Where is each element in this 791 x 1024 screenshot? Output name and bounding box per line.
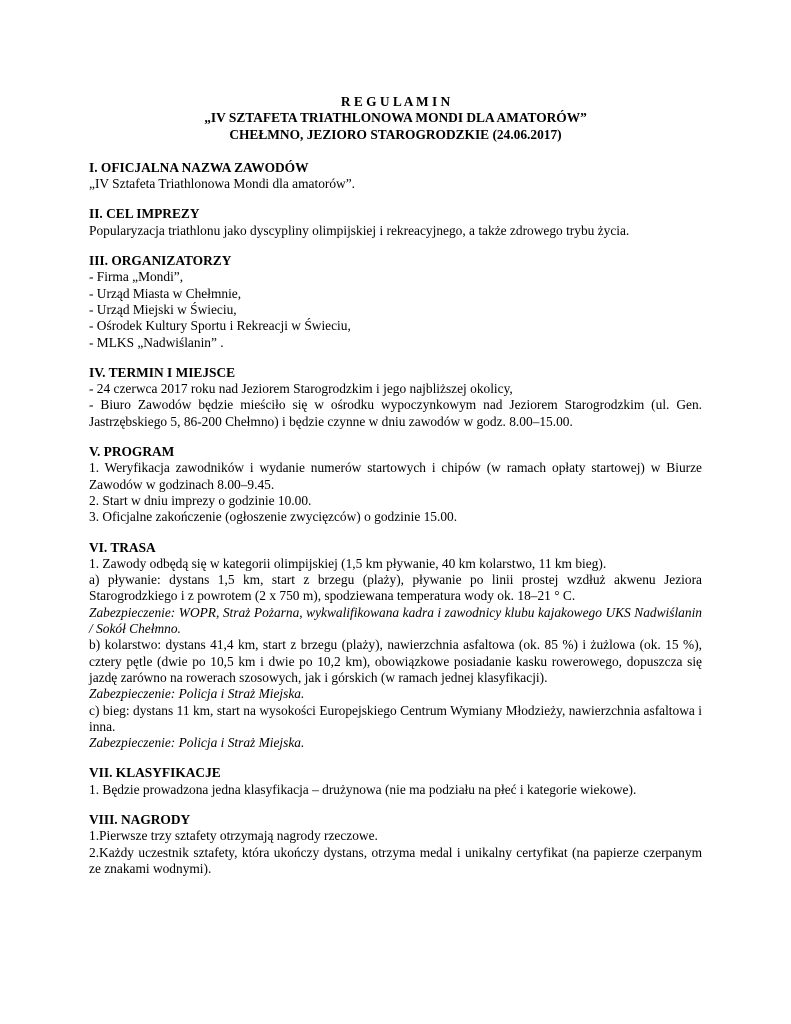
section-heading: II. CEL IMPREZY	[89, 206, 200, 222]
list-item: 2.Każdy uczestnik sztafety, która ukończy dystans, otrzyma medal i unikalny certyfikat (na papierze czerpanym ze znakami wodnymi).	[89, 844, 702, 876]
section-organizers	[89, 253, 702, 351]
route-swim-security: Zabezpieczenie: WOPR, Straż Pożarna, wykwalifikowana kadra i zawodnicy klubu kajakowego UKS Nadwiślanin / Sokół Chełmno.	[89, 604, 702, 637]
list-item: - Biuro Zawodów będzie mieściło się w ośrodku wypoczynkowym nad Jeziorem Starogrodzkim (ul. Gen. Jastrzębskiego 5, 86-200 Chełmno) i będzie czynne w dniu zawodów w godz. 8.00–15.00.	[89, 397, 702, 429]
document-page	[89, 94, 702, 877]
route-bike: b) kolarstwo: dystans 41,4 km, start z brzegu (plaży), nawierzchnia asfaltowa (ok. 85 %) i żużlowa (ok. 15 %), cztery pętle (dwie po 10,5 km i dwie po 10,2 km), obowiązkowe posiadanie kasku rowerowego, dopuszcza się jazdę zarówno na rowerach szosowych, jak i górskich (w ramach jednej klasyfikacji).	[89, 637, 702, 685]
list-item: 1. Weryfikacja zawodników i wydanie numerów startowych i chipów (w ramach opłaty startowej) w Biurze Zawodów w godzinach 8.00–9.45.	[89, 460, 702, 492]
section-heading: III. ORGANIZATORZY	[89, 253, 232, 269]
section-prizes	[89, 812, 702, 877]
section-classification	[89, 765, 702, 798]
section-program	[89, 444, 702, 525]
list-item: - Urząd Miasta w Chełmnie,	[89, 285, 242, 301]
list-item: 2. Start w dniu imprezy o godzinie 10.00.	[89, 492, 312, 508]
section-heading: VIII. NAGRODY	[89, 811, 191, 827]
route-bike-security: Zabezpieczenie: Policja i Straż Miejska.	[89, 686, 305, 702]
list-item: 3. Oficjalne zakończenie (ogłoszenie zwycięzców) o godzinie 15.00.	[89, 509, 458, 525]
section-route	[89, 540, 702, 752]
section-heading: VII. KLASYFIKACJE	[89, 765, 221, 781]
section-goal	[89, 206, 702, 239]
list-item: - MLKS „Nadwiślanin” .	[89, 334, 224, 350]
section-heading: V. PROGRAM	[89, 444, 175, 460]
section-text: 1. Będzie prowadzona jedna klasyfikacja – drużynowa (nie ma podziału na płeć i kategorie wiekowe).	[89, 781, 637, 797]
route-intro: 1. Zawody odbędą się w kategorii olimpijskiej (1,5 km pływanie, 40 km kolarstwo, 11 km bieg).	[89, 555, 607, 571]
list-item: 1.Pierwsze trzy sztafety otrzymają nagrody rzeczowe.	[89, 828, 378, 844]
list-item: - Firma „Mondi”,	[89, 269, 184, 285]
section-heading: VI. TRASA	[89, 539, 156, 555]
section-text: Popularyzacja triathlonu jako dyscypliny olimpijskiej i rekreacyjnego, a także zdrowego trybu życia.	[89, 222, 630, 238]
section-text: „IV Sztafeta Triathlonowa Mondi dla amatorów”.	[89, 176, 356, 192]
section-heading: I. OFICJALNA NAZWA ZAWODÓW	[89, 159, 309, 175]
section-heading: IV. TERMIN I MIEJSCE	[89, 364, 236, 380]
title-line-1: R E G U L A M I N	[340, 94, 451, 109]
section-official-name	[89, 160, 702, 193]
section-date-place	[89, 365, 702, 430]
list-item: - Ośrodek Kultury Sportu i Rekreacji w Świeciu,	[89, 318, 351, 334]
title-line-3: CHEŁMNO, JEZIORO STAROGRODZKIE (24.06.2017)	[229, 126, 562, 142]
list-item: - 24 czerwca 2017 roku nad Jeziorem Starogrodzkim i jego najbliższej okolicy,	[89, 381, 513, 397]
document-title	[89, 94, 702, 143]
route-run: c) bieg: dystans 11 km, start na wysokości Europejskiego Centrum Wymiany Młodzieży, nawierzchnia asfaltowa i inna.	[89, 702, 702, 734]
title-line-2: „IV SZTAFETA TRIATHLONOWA MONDI DLA AMATORÓW”	[204, 110, 587, 126]
route-run-security: Zabezpieczenie: Policja i Straż Miejska.	[89, 735, 305, 751]
list-item: - Urząd Miejski w Świeciu,	[89, 301, 237, 317]
route-swim: a) pływanie: dystans 1,5 km, start z brzegu (plaży), pływanie po linii prostej wzdłuż akwenu Jeziora Starogrodzkiego i z powrotem (2 x 750 m), spodziewana temperatura wody ok. 18–21 ° C.	[89, 572, 702, 604]
